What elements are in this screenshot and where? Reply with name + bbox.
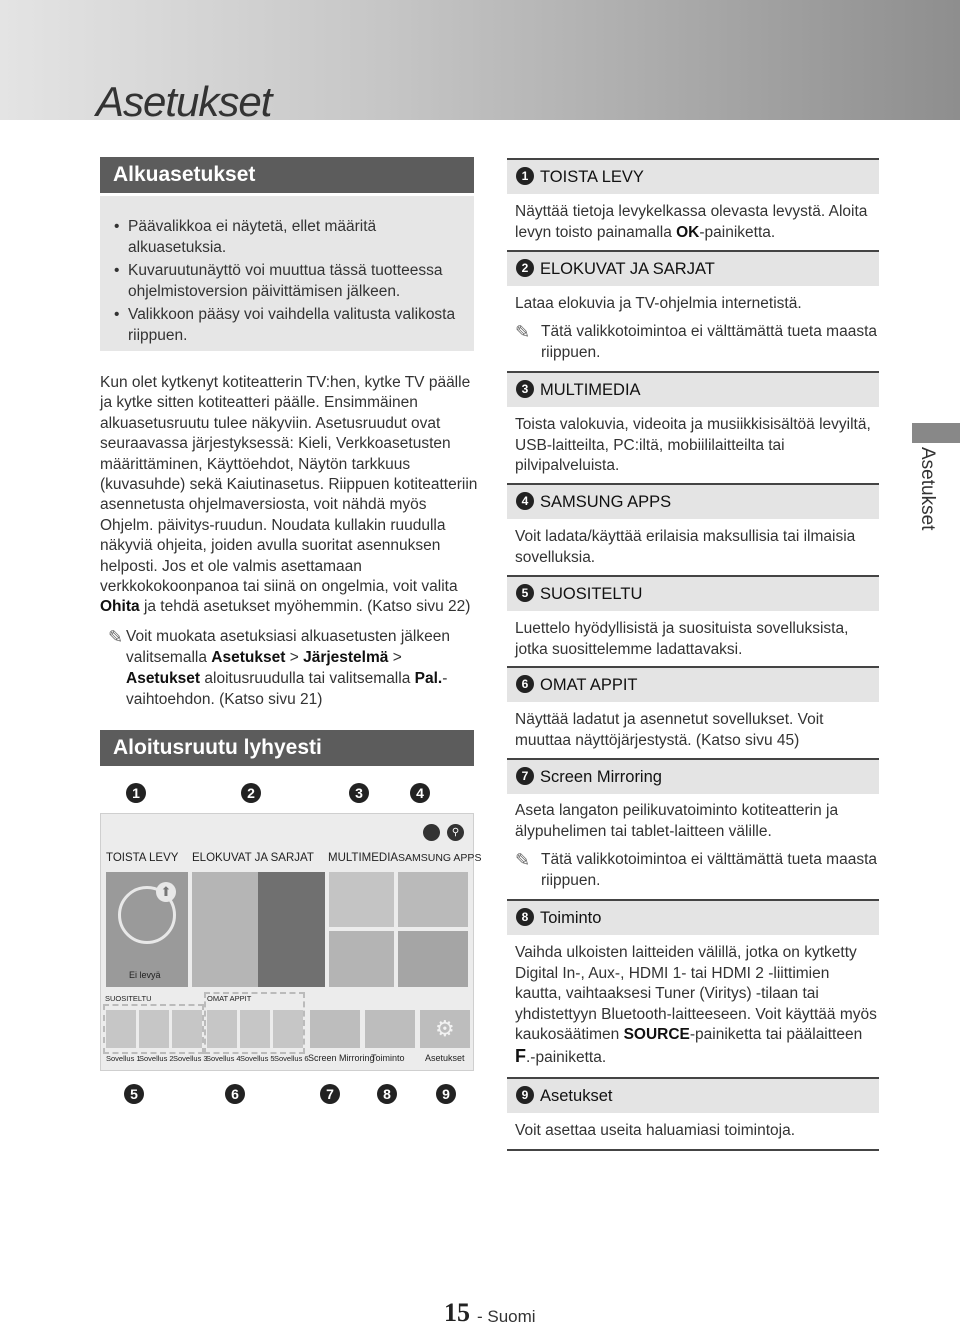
tile-label-movies: ELOKUVAT JA SARJAT xyxy=(192,852,314,864)
intro-text: Kun olet kytkenyt kotiteatterin TV:hen, kytke TV päälle ja kytke sitten kotiteatteri päälle. Ensimmäinen alkuasetusruutu tulee näkyviin. Asetusruudut ovat seuraavassa järjestyksessä: Kieli, Verkkoasetusten määrittäminen, Käyttöehdot, Näytön tarkkuus (kuvasuhde) sekä Kaiutinasetus. Riippuen kotiteatteriin asennetusta ohjelmaversiosta, voit nähdä myös Ohjelm. päivitys-ruudun. Noudata kullakin ruudulla näkyviä ohjeita, joiden avulla suoritat asennuksen helposti. Jos et ole valmis asettamaan verkkokokoonpanoa tai siinä on ongelmia, voit valita xyxy=(100,374,478,596)
home-screen-diagram xyxy=(100,780,482,1110)
item-title: TOISTA LEVY xyxy=(540,168,644,186)
item-bar-7 xyxy=(507,758,879,794)
item-number: 6 xyxy=(516,675,534,693)
callout-number: 4 xyxy=(410,783,430,803)
item-desc-8 xyxy=(515,943,877,1069)
pencil-icon: ✎ xyxy=(515,850,531,870)
app-slot-label: Sovellus 6 xyxy=(274,1054,309,1063)
desc-text: -painiketta. xyxy=(699,223,776,241)
option-pal: Pal. xyxy=(414,670,443,687)
screen-mirroring-tile[interactable] xyxy=(310,1010,360,1048)
pen-note xyxy=(108,626,473,710)
item-number: 7 xyxy=(516,767,534,785)
app-slot-label: Sovellus 2 xyxy=(139,1054,174,1063)
item-bar-3 xyxy=(507,371,879,407)
note-item: • Päävalikkoa ei näytetä, ellet määritä alkuasetuksia. xyxy=(128,217,468,258)
callout-number: 8 xyxy=(377,1084,397,1104)
item-desc-5: Luettelo hyödyllisistä ja suosituista sovelluksista, jotka suosittelemme ladattavaksi. xyxy=(515,620,849,658)
app-slot[interactable] xyxy=(172,1010,202,1048)
intro-text-end: ja tehdä asetukset myöhemmin. (Katso sivu 22) xyxy=(143,598,471,616)
multimedia-tile-photo[interactable] xyxy=(329,872,394,927)
settings-label: Asetukset xyxy=(425,1053,465,1063)
callout-number: 2 xyxy=(241,783,261,803)
item-number: 3 xyxy=(516,380,534,398)
item-desc-9: Voit asettaa useita haluamiasi toimintoja. xyxy=(515,1122,796,1139)
item-number: 2 xyxy=(516,259,534,277)
menu-asetukset-2: Asetukset xyxy=(126,670,201,687)
app-slot-label: Sovellus 1 xyxy=(106,1054,141,1063)
side-tab-marker xyxy=(912,423,960,443)
note-item: • Kuvaruutunäyttö voi muuttua tässä tuotteessa ohjelmistoversion päivittämisen jälkeen. xyxy=(128,261,468,302)
function-tile[interactable] xyxy=(365,1010,415,1048)
item-bar-4 xyxy=(507,483,879,519)
separator: > xyxy=(392,649,402,666)
item-desc-2: Lataa elokuvia ja TV-ohjelmia internetistä. xyxy=(515,295,802,312)
function-label: Toiminto xyxy=(371,1053,405,1063)
item-bar-2 xyxy=(507,250,879,286)
item-bar-5 xyxy=(507,575,879,611)
movie-poster xyxy=(258,872,325,987)
function-button-ref: F xyxy=(515,1045,526,1066)
item-number: 1 xyxy=(516,167,534,185)
desc-text: .-painiketta. xyxy=(526,1048,607,1066)
callout-number: 3 xyxy=(349,783,369,803)
pen-note-text: -vaihtoehdon. (Katso sivu 21) xyxy=(126,670,448,708)
item-number: 5 xyxy=(516,584,534,602)
pen-note-text: Voit muokata asetuksiasi alkuasetusten jälkeen valitsemalla xyxy=(126,628,450,666)
menu-asetukset: Asetukset xyxy=(211,649,286,666)
tile-label-multimedia: MULTIMEDIA xyxy=(328,852,399,864)
callout-number: 9 xyxy=(436,1084,456,1104)
callout-number: 6 xyxy=(225,1084,245,1104)
pen-note-text: aloitusruudulla tai valitsemalla xyxy=(204,670,411,687)
source-button-ref: SOURCE xyxy=(623,1026,690,1044)
item-title: SUOSITELTU xyxy=(540,585,643,603)
tile-label-samsung-apps: SAMSUNG APPS xyxy=(398,852,482,864)
settings-tile[interactable] xyxy=(420,1010,470,1048)
item-title: SAMSUNG APPS xyxy=(540,493,672,511)
desc-text: Näyttää tietoja levykelkassa olevasta levystä. Aloita levyn toisto painamalla xyxy=(515,203,868,241)
page-number: 15 xyxy=(444,1298,470,1327)
screen-mirroring-label: Screen Mirroring xyxy=(308,1053,375,1063)
item-desc-3: Toista valokuvia, videoita ja musiikkisisältöä levyiltä, USB-laitteilta, PC:iltä, mobiililaitteilta tai pilvipalveluista. xyxy=(515,416,871,475)
item-title: Asetukset xyxy=(540,1087,613,1105)
separator: > xyxy=(289,649,299,666)
app-slot-label: Sovellus 4 xyxy=(206,1054,241,1063)
my-apps-label: OMAT APPIT xyxy=(207,994,252,1003)
item-desc-7: Aseta langaton peilikuvatoiminto kotiteatterin ja älypuhelimen tai tablet-laitteen välille. xyxy=(515,802,839,840)
pencil-icon: ✎ xyxy=(515,322,531,342)
pen-note-text: Tätä valikkotoimintoa ei välttämättä tueta maasta riippuen. xyxy=(541,323,877,361)
user-icon xyxy=(423,824,440,841)
music-tile[interactable] xyxy=(398,931,468,987)
app-slot-label: Sovellus 3 xyxy=(173,1054,208,1063)
item-desc-6: Näyttää ladatut ja asennetut sovellukset. Voit muuttaa näyttöjärjestystä. (Katso sivu 45) xyxy=(515,711,824,749)
callout-number: 1 xyxy=(126,783,146,803)
item-title: OMAT APPIT xyxy=(540,676,638,694)
app-slot[interactable] xyxy=(139,1010,169,1048)
section-title-aloitusruutu: Aloitusruutu lyhyesti xyxy=(100,730,474,766)
item-bar-8 xyxy=(507,899,879,935)
item-title: Screen Mirroring xyxy=(540,768,662,786)
item-title: Toiminto xyxy=(540,909,602,927)
page-language: - Suomi xyxy=(477,1307,536,1326)
pen-note-2 xyxy=(515,321,877,363)
tile-label-play-disc: TOISTA LEVY xyxy=(106,852,179,864)
app-slot[interactable] xyxy=(273,1010,303,1048)
app-slot[interactable] xyxy=(106,1010,136,1048)
desc-text: Vaihda ulkoisten laitteiden välillä, jotka on kytketty Digital In-, Aux-, HDMI 1- tai HDMI 2 -liittimien kautta, vaihtaaksesi Tuner (Viritys) -tilaan tai yhdistettyyn Bluetooth-laitteeseen. Voit käyttää myös kaukosäätimen xyxy=(515,944,877,1044)
pen-note-text: Tätä valikkotoimintoa ei välttämättä tueta maasta riippuen. xyxy=(541,851,877,889)
movie-poster xyxy=(192,872,258,987)
item-title: MULTIMEDIA xyxy=(540,381,641,399)
item-bar-6 xyxy=(507,666,879,702)
skip-option: Ohita xyxy=(100,598,140,616)
ok-button-ref: OK xyxy=(676,223,700,241)
menu-jarjestelma: Järjestelmä xyxy=(303,649,389,666)
item-desc-4: Voit ladata/käyttää erilaisia maksullisia tai ilmaisia sovelluksia. xyxy=(515,528,856,566)
item-number: 9 xyxy=(516,1086,534,1104)
callout-number: 7 xyxy=(320,1084,340,1104)
pencil-icon: ✎ xyxy=(108,627,124,647)
samsung-apps-tile[interactable] xyxy=(398,872,468,927)
app-slot[interactable] xyxy=(207,1010,237,1048)
multimedia-tile-video[interactable] xyxy=(329,931,394,987)
app-slot-label: Sovellus 5 xyxy=(240,1054,275,1063)
movies-tile[interactable] xyxy=(192,872,325,987)
app-slot[interactable] xyxy=(240,1010,270,1048)
side-tab-label: Asetukset xyxy=(917,447,938,531)
no-disc-label: Ei levyä xyxy=(129,970,161,980)
note-item: • Valikkoon pääsy voi vaihdella valitusta valikosta riippuen. xyxy=(128,305,468,346)
item-number: 8 xyxy=(516,908,534,926)
callout-number: 5 xyxy=(124,1084,144,1104)
pen-note-7 xyxy=(515,849,877,891)
section-end-rule xyxy=(507,1149,879,1151)
intro-paragraph xyxy=(100,373,478,618)
item-bar-1 xyxy=(507,158,879,194)
section-title-alkuasetukset: Alkuasetukset xyxy=(100,157,474,193)
home-screen xyxy=(100,813,482,1071)
item-number: 4 xyxy=(516,492,534,510)
search-icon: ⚲ xyxy=(447,824,464,841)
item-desc-1 xyxy=(515,202,877,243)
gear-icon: ⚙ xyxy=(435,1016,455,1041)
desc-text: -painiketta tai päälaitteen xyxy=(689,1026,863,1044)
note-box xyxy=(100,196,474,351)
item-bar-9 xyxy=(507,1077,879,1113)
item-title: ELOKUVAT JA SARJAT xyxy=(540,260,715,278)
recommended-label: SUOSITELTU xyxy=(105,994,152,1003)
eject-icon: ⬆ xyxy=(156,882,176,902)
page-title: Asetukset xyxy=(96,78,272,125)
